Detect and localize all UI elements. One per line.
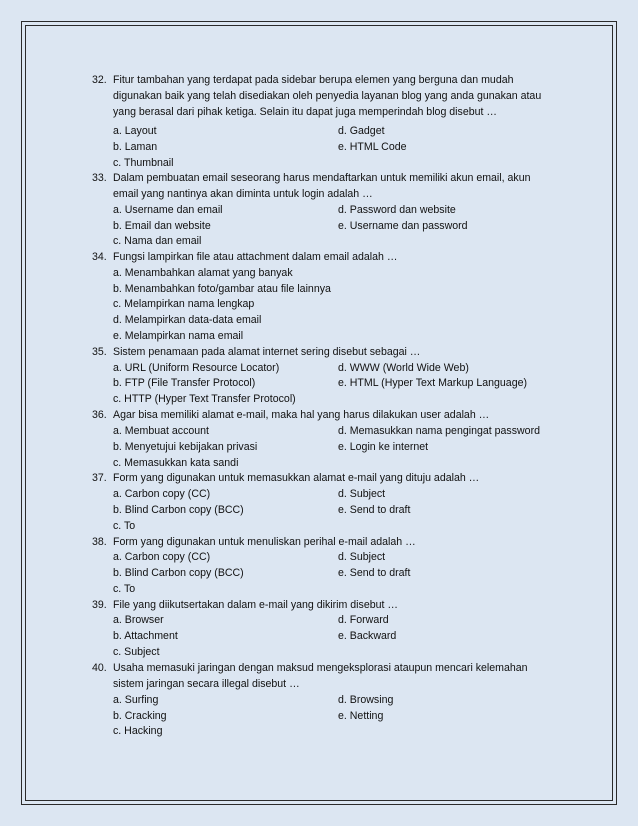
- option-d: d. Forward: [338, 614, 389, 626]
- option-a: a. Membuat account: [113, 425, 209, 437]
- question-text: Form yang digunakan untuk menuliskan perihal e-mail adalah …: [113, 536, 416, 548]
- option-a: a. Browser: [113, 614, 164, 626]
- question-number: 32.: [92, 74, 107, 86]
- option-c: c. Hacking: [113, 725, 163, 737]
- option-b: b. Email dan website: [113, 220, 211, 232]
- option-d: d. WWW (World Wide Web): [338, 362, 469, 374]
- option-e: e. HTML (Hyper Text Markup Language): [338, 377, 528, 389]
- question-text: email yang nantinya akan diminta untuk login adalah …: [113, 188, 373, 200]
- option-a: a. URL (Uniform Resource Locator): [113, 362, 280, 374]
- question-text: Form yang digunakan untuk memasukkan alamat e-mail yang dituju adalah …: [113, 472, 480, 484]
- option-b: b. Blind Carbon copy (BCC): [113, 504, 244, 516]
- question-text: Agar bisa memiliki alamat e-mail, maka hal yang harus dilakukan user adalah …: [113, 409, 490, 421]
- option-a: a. Username dan email: [113, 204, 223, 216]
- option-b: b. Menambahkan foto/gambar atau file lainnya: [113, 283, 331, 295]
- option-b: b. Menyetujui kebijakan privasi: [113, 441, 258, 453]
- question-text: sistem jaringan secara illegal disebut …: [113, 678, 300, 690]
- question-text: File yang diikutsertakan dalam e-mail yang dikirim disebut …: [113, 599, 398, 611]
- option-e: e. Melampirkan nama email: [113, 330, 244, 342]
- question-number: 35.: [92, 346, 107, 358]
- option-a: a. Layout: [113, 125, 157, 137]
- option-c: c. Subject: [113, 646, 160, 658]
- option-d: d. Subject: [338, 488, 386, 500]
- option-b: b. Blind Carbon copy (BCC): [113, 567, 244, 579]
- option-d: d. Browsing: [338, 694, 394, 706]
- option-d: d. Subject: [338, 551, 386, 563]
- option-e: e. Username dan password: [338, 220, 468, 232]
- option-e: e. Netting: [338, 710, 384, 722]
- option-d: d. Gadget: [338, 125, 385, 137]
- option-e: e. Send to draft: [338, 504, 411, 516]
- question-number: 34.: [92, 251, 107, 263]
- question-text: Fitur tambahan yang terdapat pada sidebar berupa elemen yang berguna dan mudah: [113, 74, 514, 86]
- question-number: 33.: [92, 172, 107, 184]
- option-e: e. Backward: [338, 630, 397, 642]
- option-e: e. HTML Code: [338, 141, 407, 153]
- option-e: e. Login ke internet: [338, 441, 429, 453]
- question-text: Usaha memasuki jaringan dengan maksud mengeksplorasi ataupun mencari kelemahan: [113, 662, 528, 674]
- option-c: c. Nama dan email: [113, 235, 202, 247]
- option-c: c. HTTP (Hyper Text Transfer Protocol): [113, 393, 296, 405]
- question-number: 39.: [92, 599, 107, 611]
- question-number: 40.: [92, 662, 107, 674]
- question-text: Sistem penamaan pada alamat internet sering disebut sebagai …: [113, 346, 421, 358]
- option-c: c. Thumbnail: [113, 157, 174, 169]
- option-c: c. Melampirkan nama lengkap: [113, 298, 255, 310]
- question-text: Fungsi lampirkan file atau attachment dalam email adalah …: [113, 251, 398, 263]
- option-d: d. Melampirkan data-data email: [113, 314, 262, 326]
- question-text: digunakan baik yang telah disediakan oleh penyedia layanan blog yang anda gunakan atau: [113, 90, 542, 102]
- option-b: b. Cracking: [113, 710, 167, 722]
- option-b: b. Attachment: [113, 630, 178, 642]
- option-c: c. To: [113, 520, 136, 532]
- option-a: a. Carbon copy (CC): [113, 488, 211, 500]
- option-c: c. To: [113, 583, 136, 595]
- option-b: b. FTP (File Transfer Protocol): [113, 377, 256, 389]
- question-text: yang berasal dari pihak ketiga. Selain itu dapat juga memperindah blog disebut …: [113, 106, 497, 118]
- question-number: 36.: [92, 409, 107, 421]
- option-a: a. Menambahkan alamat yang banyak: [113, 267, 293, 279]
- option-d: d. Memasukkan nama pengingat password: [338, 425, 540, 437]
- option-d: d. Password dan website: [338, 204, 456, 216]
- question-text: Dalam pembuatan email seseorang harus mendaftarkan untuk memiliki akun email, akun: [113, 172, 531, 184]
- option-a: a. Surfing: [113, 694, 159, 706]
- option-b: b. Laman: [113, 141, 158, 153]
- option-e: e. Send to draft: [338, 567, 411, 579]
- question-number: 38.: [92, 536, 107, 548]
- option-c: c. Memasukkan kata sandi: [113, 457, 239, 469]
- question-number: 37.: [92, 472, 107, 484]
- option-a: a. Carbon copy (CC): [113, 551, 211, 563]
